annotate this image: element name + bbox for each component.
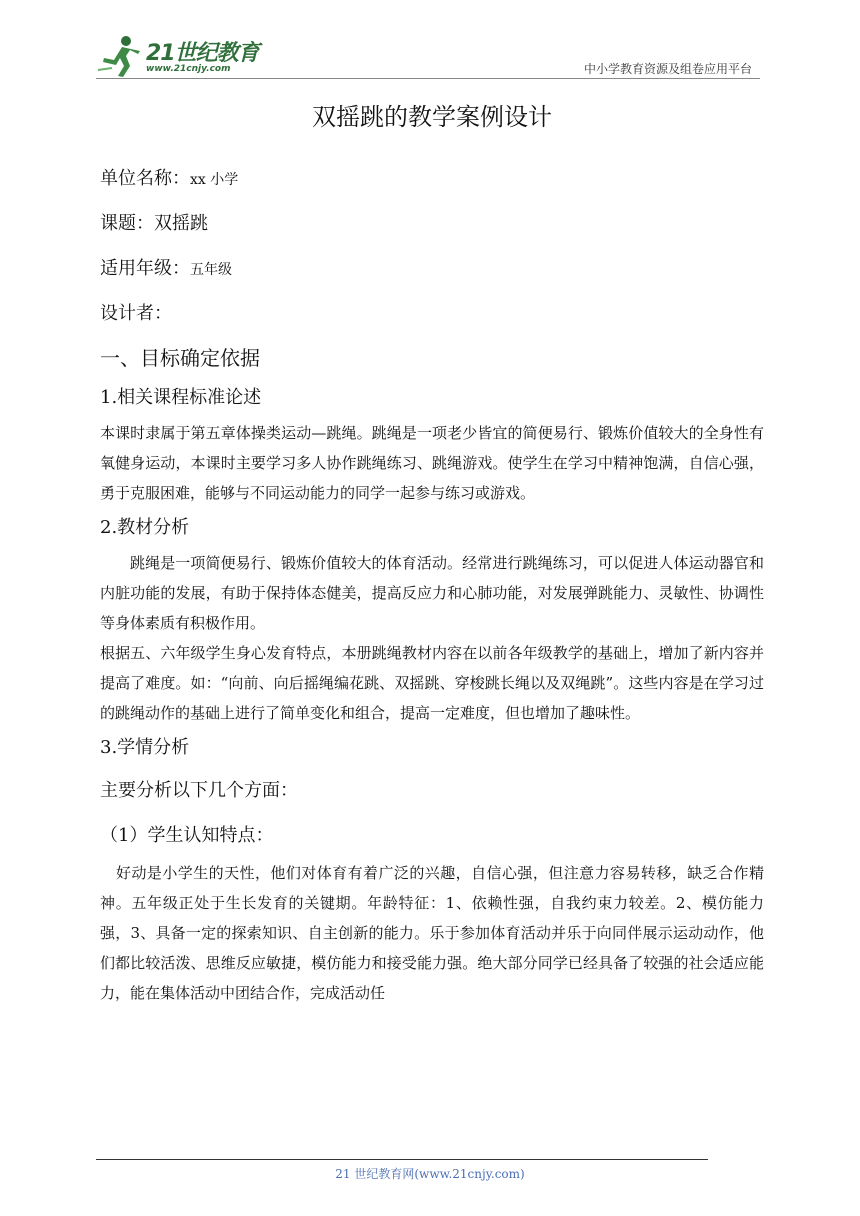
unit-row <box>100 156 764 201</box>
document-title: 双摇跳的教学案例设计 <box>312 103 552 131</box>
page-header <box>96 30 760 80</box>
paragraph: 跳绳是一项简便易行、锻炼价值较大的体育活动。经常进行跳绳练习，可以促进人体运动器官和内脏功能的发展，有助于保持体态健美，提高反应力和心肺功能，对发展弹跳能力、灵敏性、协调性等身体素质有积极作用。 <box>100 554 764 632</box>
grade-label: 适用年级： <box>100 258 190 279</box>
footer-divider <box>96 1159 708 1160</box>
footer-link[interactable]: 21 世纪教育网(www.21cnjy.com) <box>335 1167 525 1181</box>
paragraph: 好动是小学生的天性，他们对体育有着广泛的兴趣，自信心强，但注意力容易转移，缺乏合作精神。五年级正处于生长发育的关键期。年龄特征：1、依赖性强，自我约束力较差。2、模仿能力强，3、具备一定的探索知识、自主创新的能力。乐于参加体育活动并乐于向同伴展示运动动作，他们都比较活泼、思维反应敏捷，模仿能力和接受能力强。绝大部分同学已经具备了较强的社会适应能力，能在集体活动中团结合作，完成活动任 <box>100 864 764 1002</box>
paragraph: 根据五、六年级学生身心发育特点，本册跳绳教材内容在以前各年级教学的基础上，增加了新内容并提高了难度。如：“向前、向后摇绳编花跳、双摇跳、穿梭跳长绳以及双绳跳”。这些内容是在学习过的跳绳动作的基础上进行了简单变化和组合，提高一定难度，但也增加了趣味性。 <box>100 644 764 722</box>
topic-row <box>100 201 764 246</box>
site-logo[interactable] <box>96 34 266 78</box>
topic-value: 双摇跳 <box>154 213 208 234</box>
subsection-heading: 1.相关课程标准论述 <box>100 387 262 408</box>
grade-value: 五年级 <box>190 262 232 278</box>
topic-label: 课题： <box>100 213 154 234</box>
logo-url: www.21cnjy.com <box>146 64 231 74</box>
platform-name: 中小学教育资源及组卷应用平台 <box>583 62 752 76</box>
paragraph: 本课时隶属于第五章体操类运动—跳绳。跳绳是一项老少皆宜的简便易行、锻炼价值较大的全身性有氧健身运动，本课时主要学习多人协作跳绳练习、跳绳游戏。使学生在学习中精神饱满，自信心强，勇于克服困难，能够与不同运动能力的同学一起参与练习或游戏。 <box>100 424 764 502</box>
unit-label: 单位名称： <box>100 168 190 189</box>
subsection-heading: 3.学情分析 <box>100 737 190 758</box>
subsection-heading: 2.教材分析 <box>100 517 190 538</box>
runner-logo-icon <box>96 34 144 78</box>
grade-row <box>100 246 764 291</box>
designer-label: 设计者： <box>100 303 172 324</box>
unit-value: xx 小学 <box>190 172 239 188</box>
intro-line: 主要分析以下几个方面： <box>100 780 298 801</box>
logo-text: 21世纪教育 <box>146 41 259 66</box>
document-body <box>100 100 764 1008</box>
point-heading: （1）学生认知特点： <box>100 825 274 846</box>
section-heading: 一、目标确定依据 <box>100 346 260 370</box>
designer-row <box>100 291 764 336</box>
header-divider <box>96 78 760 79</box>
